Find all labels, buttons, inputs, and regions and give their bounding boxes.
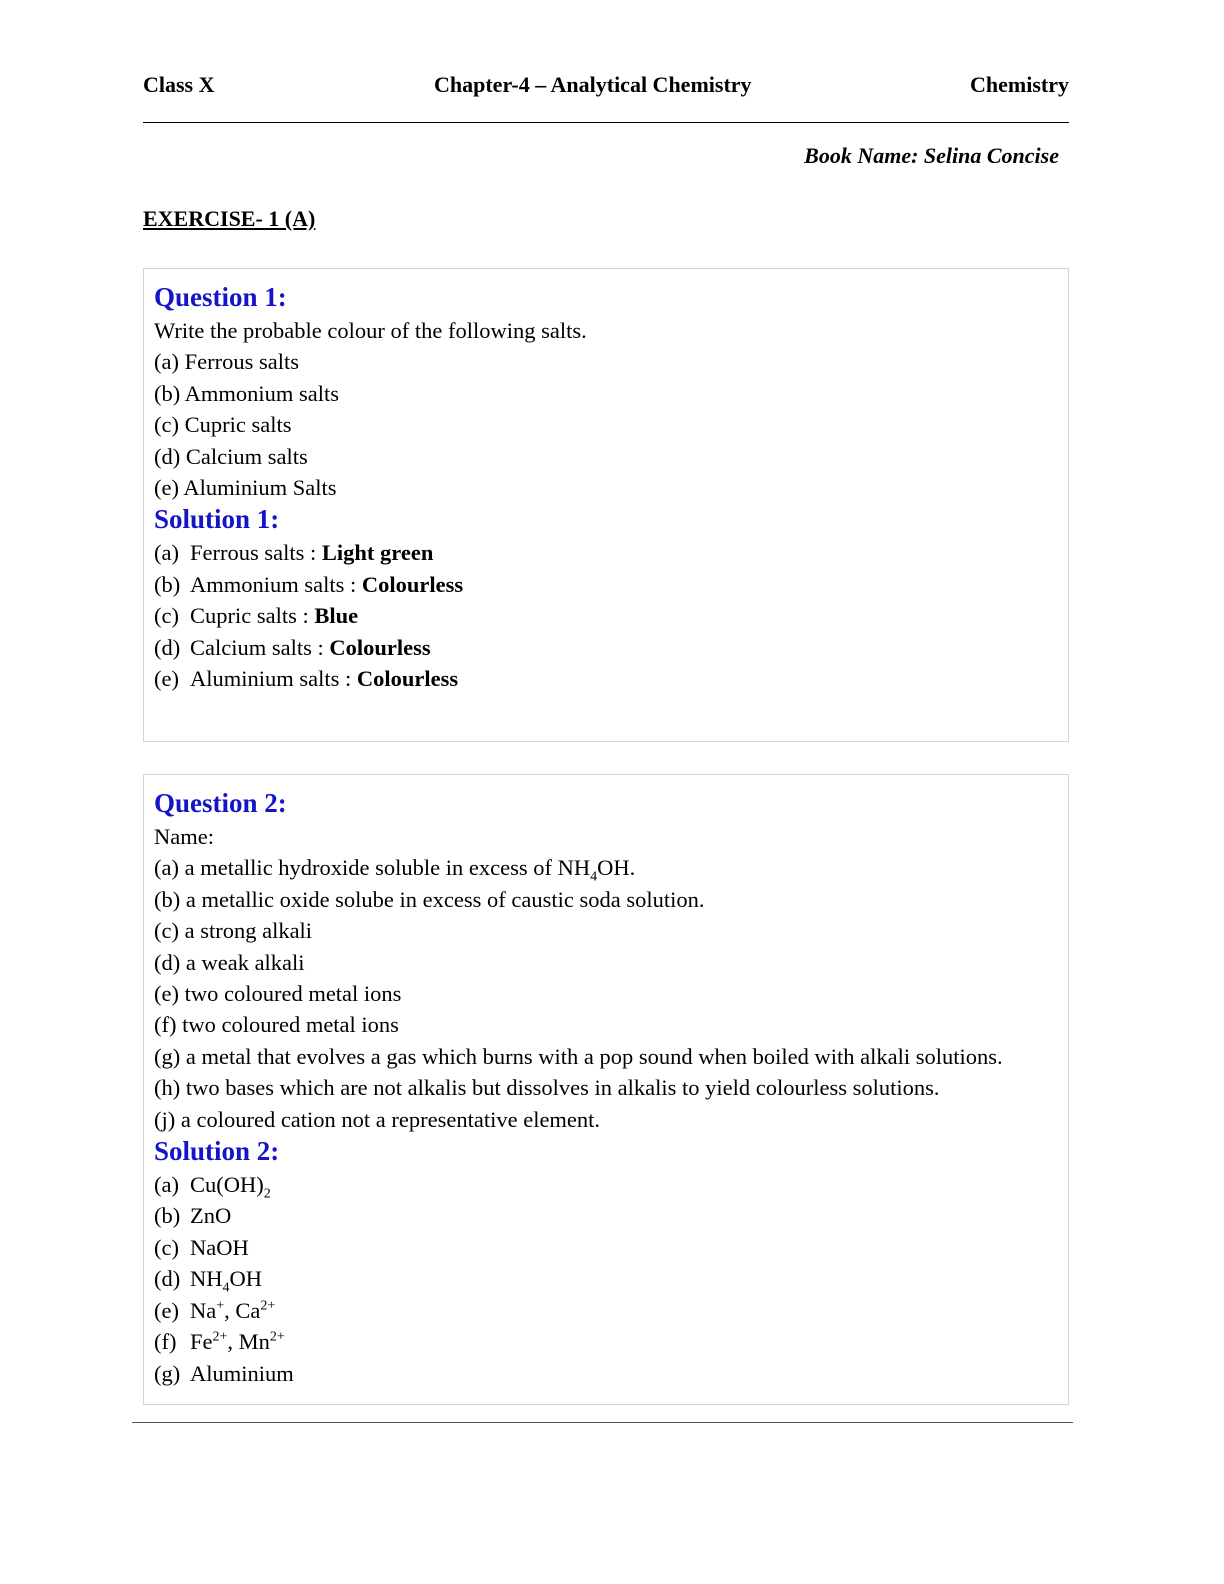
solution-2-answer: (a) $Cu(OH)_2$: [154, 1172, 271, 1202]
question-1-prompt: Write the probable colour of the following salts.: [154, 318, 587, 343]
solution-1-answer: (b) Ammonium salts : Colourless: [154, 571, 464, 597]
book-name: Book Name: Selina Concise: [804, 143, 1059, 168]
question-2-item: (c) a strong alkali: [154, 918, 313, 944]
question-2-item: (f) two coloured metal ions: [154, 1012, 399, 1038]
footer-divider: [132, 1422, 1073, 1423]
solution-1-answer: (e) Aluminium salts : Colourless: [154, 666, 459, 692]
question-2-item: (h) two bases which are not alkalis but dissolves in alkalis to yield colourless solutions.: [154, 1075, 940, 1101]
question-2-item: (g) a metal that evolves a gas which burns with a pop sound when boiled with alkali solutions.: [154, 1043, 1003, 1069]
question-2-prompt: Name:: [154, 824, 214, 849]
header-chapter: Chapter-4 – Analytical Chemistry: [434, 72, 752, 97]
page-header: [143, 70, 1069, 102]
question-1-item: (b) Ammonium salts: [154, 380, 339, 406]
solution-2-answer: (g) Aluminium: [154, 1360, 294, 1386]
solution-2-answer: (f) $Fe^{2+}$, $Mn^{2+}$: [154, 1329, 285, 1355]
question-1-item: (a) Ferrous salts: [154, 349, 299, 375]
question-1-item: (d) Calcium salts: [154, 443, 308, 469]
header-subject: Chemistry: [970, 72, 1069, 97]
solution-2-heading: Solution 2:: [154, 1136, 280, 1167]
solution-1-answer: (a) Ferrous salts : Light green: [154, 540, 434, 566]
header-divider: [143, 122, 1069, 123]
solution-1-heading: Solution 1:: [154, 504, 280, 535]
solution-2-answer: (e) Na+, $Ca^{2+}$: [154, 1297, 276, 1323]
solution-2-answer: (c) NaOH: [154, 1234, 249, 1260]
question-2-box: [143, 774, 1069, 1405]
question-1-item: (c) Cupric salts: [154, 412, 292, 438]
question-2-item: (a) a metallic hydroxide soluble in excess of $NH_4OH$.: [154, 855, 636, 885]
question-1-heading: Question 1:: [154, 282, 287, 312]
header-class: Class X: [143, 72, 215, 97]
question-2-item: (b) a metallic oxide solube in excess of caustic soda solution.: [154, 886, 705, 912]
question-2-item: (d) a weak alkali: [154, 949, 305, 975]
solution-2-answer: (b) ZnO: [154, 1203, 232, 1229]
question-2-item: (e) two coloured metal ions: [154, 981, 402, 1007]
question-2-item: (j) a coloured cation not a representative element.: [154, 1106, 601, 1132]
exercise-title: EXERCISE- 1 (A): [143, 206, 316, 231]
solution-2-answer: (d) $NH_4OH$: [154, 1266, 262, 1296]
question-1-box: [143, 268, 1069, 742]
question-1-item: (e) Aluminium Salts: [154, 475, 337, 501]
question-2-heading: Question 2:: [154, 788, 287, 818]
solution-1-answer: (c) Cupric salts : Blue: [154, 603, 359, 629]
solution-1-answer: (d) Calcium salts : Colourless: [154, 634, 431, 660]
